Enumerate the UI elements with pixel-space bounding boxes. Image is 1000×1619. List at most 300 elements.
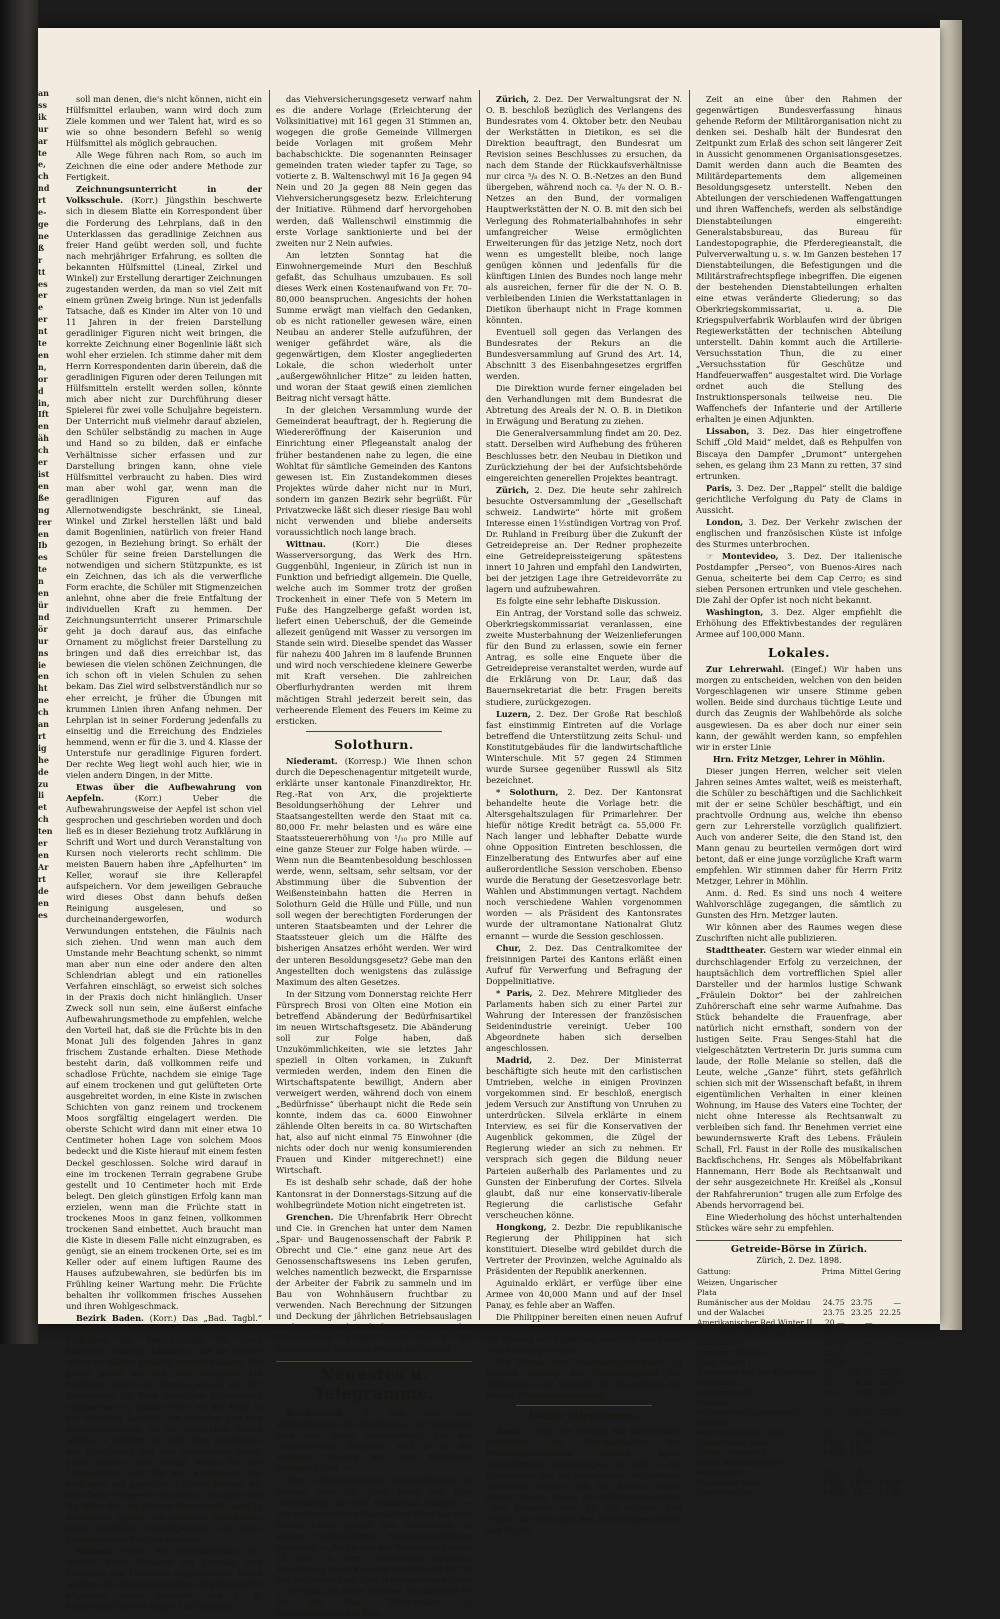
column-3 (486, 94, 683, 1535)
paragraph: Eventuell soll gegen das Verlangen des Bundesrates der Rekurs an die Bundesversammlung auf Grund des Art. 14, Abschnitt 3 des Eisenbahngesetzes ergriffen werden. (486, 326, 682, 382)
margin-fragment: ne (38, 230, 49, 241)
price-cell (874, 1458, 902, 1468)
article-heading: Hongkong, (496, 1221, 547, 1232)
column-header: Gering (874, 1266, 901, 1276)
margin-fragment: er (38, 314, 48, 325)
article-text: (Korr.) Das „Bad. Tagbl.“ schwingt zu der Großratswahl im Kreise Mellingen das Weihrauchfaß für einen liberalen Günstling Lehmann, daß die Wähler schon zu wählen genötigt werden müssen. Wir geben gerne zu, daß sein Ausgleich bei Mellingen einer sein Kreuze sowohl wie der Aristokratie im Rate manchem Schulbändel ausgesessen im Stande wäre, als der Kreis in der Mehrheit besteht: den Arbeiter- und den Kleinbauernstand, in die Schranken treten würde, so müßten wir doch dem Kandidaten der Hochfinanz und der Aristokratie kennt, nicht: dessen Herz schlägt weder für den Lohnarbeiter noch für den Kleinbauer. Für Mellingen auf geprüften Lehrern kennen wir den Herrn Fürsprech von nicht. Uebrigens hat Hr. Ißler, der mit Armern überschnitt, wohl in Ambrerach gerade bei letzteren Umständen, seine Kandidatur zurückgezogen, um einem Einheimischen Platz zu machen. (66, 1313, 262, 1545)
price-cell (846, 1458, 874, 1468)
article-heading: Zürich, (496, 484, 530, 495)
margin-fragment: en (38, 897, 49, 908)
article (696, 607, 902, 640)
article-text: 2. Dez. Der Verwaltungsrat der N. O. B. beschloß bezüglich des Verlangens des Bundesrates vom 4. Oktober betr. den Neubau der Werkstätten in Dietikon, es sei die Direktion beauftragt, den Bundesrat um Revision seines Beschlusses zu ersuchen, da nach dem Stande der Rückkaufsverhältnisse nur circa ⁵/₈ des N. O. B.-Netzes an den Bund übergeben, während noch ca. ³/₈ der N. O. B.-Netzes an den Bund, der vormaligen Hauptwerkstätten der N. O. B. mit den sich bei Verlegung des Rohmaterialbahnhofes in sehr umfangreicher Weise ermöglichten Erweiterungen für das jetzige Netz, noch dort wenn es umgestellt bleibe, noch lange genügen können und jedenfalls für die künftigen Linien des Bundes noch lange mehr als ausreichen, ferner für die der N. O. B. verbleibenden Linien die Werkstattanlagen in Dietikon überhaupt nicht in Frage kommen könnten. (486, 94, 682, 325)
article (696, 483, 902, 516)
article (486, 988, 682, 1054)
article-heading: Lissabon, (706, 426, 750, 437)
price-cell: — (865, 1347, 873, 1357)
price-cell: 18.50 (850, 1477, 873, 1487)
price-cell: 18.75 (822, 1487, 845, 1497)
price-cell: — (893, 1297, 901, 1307)
margin-fragment: e- (38, 207, 47, 218)
margin-fragment: ig (38, 742, 47, 753)
article (486, 485, 682, 595)
price-cell: 17.25 (822, 1437, 845, 1447)
table-header (696, 1266, 902, 1278)
table-row (696, 1378, 902, 1388)
price-cell: 24.25 (850, 1367, 873, 1377)
article-text: 3. Dez. Die Vorlage des Bundesrates betreffend die Reorganisation des Militärdepartements enthält keine eingreifenden Aenderungen. Sie will in der Hauptsache nur die bestehenden Verhältnisse gesetzlich ordnen und bei diesen Anlaße einige Fragen, die in der Militärorganisation offen gelassen sind, für die nächste Zeit regeln. Die Botschaft des Bundesrates betont, daß für die (486, 1425, 682, 1535)
price-cell: 20.— (824, 1317, 845, 1327)
grain-type-cell: Amerikanischer Kansas II (697, 1327, 797, 1337)
article-text: Die Uhrenfabrik Herr Obrecht und Cie. in Grenchen hat unter dem Namen „Spar- und Baugenossenschaft der Fabrik P. Obrecht und Cie.“ eine ganz neue Art des Genossenschaftswesens ins Leben gerufen, welches namentlich bezweckt, die Ersparnisse der Arbeiter der Fabrik zu sammeln und im Bau von Wohnhäusern fruchtbar zu verwenden. Nach Berechnung der Sitzungen und Deckung der jährlichen Betriebsauslagen wird vom Ueberschuß 30 % in den Reservefonds gelegt und 70 % als Gewinnanteil unter die Mitglieder verteilt. (276, 1211, 472, 1355)
table-row (696, 1478, 902, 1488)
article-text: 2. Dez. Der Große Rat beschloß fast einstimmig Eintreten auf die Vorlage betreffend die Unterstützung zeits Schul- und Konstitutgebäudes für die landwirtschaftliche Winterschule. Mit 57 gegen 24 Stimmen wurde Sursee gegenüber Russwil als Sitz bezeichnet. (486, 708, 682, 785)
margin-fragment: er (38, 290, 48, 301)
article-text: 2. Dez. Das Centralkomitee der freisinnigen Partei des Kantons erläßt einen Aufruf für Verwerfung und Befragung der Doppelinitiative. (486, 942, 682, 986)
price-cell: — (893, 1447, 901, 1457)
grain-type-cell: aus dem Asoff (697, 1387, 752, 1397)
article (276, 1408, 472, 1474)
price-cell: 23.50 (879, 1377, 901, 1387)
grain-type-cell: Manitoba I (697, 1337, 740, 1347)
table-row (696, 1428, 902, 1438)
article (276, 1212, 472, 1356)
article-text: (Korresp.) Wie Ihnen schon durch die Depeschenagentur mitgeteilt wurde, erklärte unser kantonale Finanzdirektor, Hr. Reg.-Rat von Arx, die projektierte Besoldungserhöhung der Lehrer und Staatsangestellten werde den Staat mit ca. 80,000 Fr. mehr belasten und es wäre eine Staatssteuererhöhung von ¹/₁₀ pro Mille auf eine ganze Steuer zur Folge haben würde. — Wenn nun die Beamtenbesoldung beschlossen werde, wenn, seltsam, sehr seltsam, vor der Abstimmung über die Subvention der Weißensteinbahn hatten die Herren in Solothurn Geld die Hülle und Fülle, und nun soll wegen der berechtigten Forderungen der unteren Staatsbeamten und der Lehrer die Staatssteuer gleich um die Hälfte des bisherigen Ansatzes erhöht werden. Wer wird der unteren Besoldungsgesetz? Gebe man den Angestellten doch wenigstens das zulässige Maximum des alten Gesetzes. (276, 755, 473, 987)
article-text: 3. Dez. Der „Rappel“ stellt die baldige gerichtliche Verfolgung du Paty de Clams in Aussicht. (696, 482, 902, 515)
page-edge (940, 20, 962, 1330)
margin-fragment: rer (38, 516, 52, 527)
grain-type-cell: Hard Duluth I (697, 1357, 751, 1367)
grain-type-cell: und der Walachei (697, 1307, 765, 1317)
margin-fragment: ist (38, 469, 50, 479)
article-heading: Bezirk Baden. (76, 1313, 144, 1324)
price-cell: 19.25 (822, 1477, 845, 1487)
margin-fragment: Ar (38, 861, 49, 872)
margin-fragment: te (38, 147, 47, 158)
margin-fragment: ß (38, 242, 45, 253)
margin-fragment: ie (38, 659, 47, 670)
paragraph: In der Sitzung vom Donnerstag reichte Herr Fürsprech Brosi von Olten eine Motion ein betreffend Abänderung der Bedürfnisartikel im neuen Wirtschaftsgesetz. Die Abänderung soll zur Folge haben, daß Unzukömmlichkeiten, wie sie letztes Jahr speziell in Olten vorkamen, in Zukunft vermieden werden, indem den Einen die Wirtschaftspatente bewilligt, Andern aber verweigert werden, während doch von einem „Bedürfnisse“ überhaupt nicht die Rede sein konnte, indem das ca. 6000 Einwohner zählende Olten bereits in ca. 80 Wirtschaften hat, also auf nicht einmal 75 Einwohner (die nichts oder doch nur wenig konsumierenden Frauen und Kinder mitgerechnet!) eine Wirtschaft. (276, 988, 472, 1176)
article-heading: Wittnau. (286, 538, 326, 549)
article-text: 3. Dez. Der Verkehr zwischen der englischen und französischen Küste ist infolge des Sturmes unterbrochen. (696, 516, 902, 549)
scan-background-right (962, 0, 1000, 1344)
price-cell: — (865, 1357, 873, 1367)
scan-background-left (0, 0, 38, 1344)
margin-fragment: nd (38, 183, 50, 194)
article-heading: Zur Lehrerwahl. (706, 664, 785, 675)
price-cell: 23.25 (850, 1307, 873, 1317)
price-cell (874, 1288, 902, 1298)
price-cell: 25.— (824, 1367, 845, 1377)
article (276, 756, 472, 988)
margin-fragment: er (38, 457, 48, 468)
candidate-name: Hrn. Fritz Metzger, Lehrer in Möhlin. (712, 753, 886, 764)
grain-type-cell: Russischer alter (697, 1477, 760, 1487)
paragraph: Dieser jungen Herren, welcher seit vielen Jahren seines Amtes waltet, weiß es meisterhaft, die Schüler zu beschäftigen und die Sachlichkeit mit der er seine Schüler beschäftigt, und ein prachtvolle Ordnung aus, welche ihn ebenso gern zur Lehrerstelle vorzüglich qualifiziert. Auch von anderer Seite, die den Stand ist, den Mann genau zu beurteilen vermögen dort wird betont, daß er eine junge vorzügliche Kraft warm empfehlen. Wir stimmen daher für Herrn Fritz Metzger, Lehrer in Möhlin. (696, 765, 902, 887)
table-row (696, 1358, 902, 1368)
margin-fragment: es (38, 552, 48, 563)
price-cell: 24.25 (850, 1387, 873, 1397)
margin-fragment: r (38, 254, 43, 265)
table-row (696, 1398, 902, 1408)
price-cell: 18.— (881, 1427, 901, 1437)
price-cell (818, 1458, 846, 1468)
paragraph: Ein Antrag, der Vorstand solle das schweiz. Oberkriegskommissariat veranlassen, eine zweite Musterbahnung der Weizenlieferungen für den Bund zu erlassen, sowie ein ferner Antrag, es solle eine Enquete über die Getreidepreise veranstaltet werden, wurde auf die Erklärung von Dr. Laur, daß das Bauernsekretariat die betr. Fragen bereits studiere, zurückgezogen. (486, 608, 682, 707)
margin-fragment: Ib (38, 540, 48, 551)
table-row (696, 1408, 902, 1418)
price-cell: 23.50 (879, 1367, 901, 1377)
margin-fragment: li (38, 790, 45, 801)
paragraph: Wir können aber des Raumes wegen diese Zuschriften nicht alle publizieren. (696, 922, 902, 944)
paragraph: In der gleichen Versammlung wurde der Gemeinderat beauftragt, der h. Regierung die Wiedereröffnung der Kaiserunion und Einrichtung einer Pflegeanstalt analog der früher bestandenen nahe zu legen, die eine Wohltat für sämtliche Gemeinden des Kantons gewesen ist. Ein Zustandekommen dieses Projektes würde daher nicht nur in Muri, sondern im ganzen Bezirk sehr begrüßt. Für Privatzwecke läßt sich dieser riesige Bau wohl nicht verwenden und bliebe anderseits voraussichtlich noch lange brach. (276, 405, 472, 537)
price-cell (874, 1398, 902, 1408)
article-heading: Madrid, (496, 1055, 533, 1066)
margin-fragment: äh (38, 433, 49, 444)
price-cell: — (893, 1357, 901, 1367)
margin-fragment: n (38, 576, 44, 587)
margin-fragment: es (38, 278, 48, 289)
price-cell: 17.50 (879, 1487, 901, 1497)
paragraph: Am letzten Sonntag hat die Einwohnergemeinde Muri den Beschluß gefaßt, das Schulhaus umzubauen. Es soll dieses Werk einen Kostenaufwand von Fr. 70–80,000 beanspruchen. Angesichts der hohen Summe erwägt man vielfach den Gedanken, ob es nicht rationeller gewesen wäre, einen Neubau an anderer Stelle aufzuführen, der weniger gefährdet wäre, als die gegenwärtigen, dem Kloster angegliederten Lokale, die schon wiederholt unter „außergewöhnlicher Hitze“ zu leiden hatten, und woran der Staat gewiß einen ziemlichen Beitrag nicht versagt hätte. (276, 249, 472, 404)
margin-fragment: ar (38, 135, 48, 146)
table-row (696, 1328, 902, 1338)
margin-fragment: e, (38, 159, 46, 170)
article-heading: Stadttheater. (706, 945, 767, 956)
article-text: (Korr.) Wie vorauszusehen war, wurden beide Vorlagen am Sonntag vom Souverän des Freiamtes angenommen. Dabei wurden die allerbedeutendsten Ergebnisse für allgemein höher gemacht, wie z. B. Sarmenstorf mit 76 gegen 122 Stimmen (66, 1546, 262, 1612)
table-row (696, 1458, 902, 1468)
grain-type-cell: Bessarabia (697, 1377, 740, 1387)
margin-fragment: ür (38, 599, 49, 610)
table-row (696, 1318, 902, 1328)
margin-fragment: in, (38, 397, 50, 408)
margin-fragment: ng (38, 504, 50, 515)
price-cell: 25.— (824, 1387, 845, 1397)
article (486, 943, 682, 987)
article-heading: Luzern, (496, 708, 531, 719)
margin-fragment: ge (38, 218, 49, 229)
price-cell: 25.— (824, 1407, 845, 1417)
price-cell: — (865, 1317, 873, 1327)
margin-fragment: ch (38, 171, 49, 182)
article (486, 94, 682, 326)
table-row (696, 1418, 902, 1428)
article (696, 551, 902, 606)
table-row (696, 1468, 902, 1478)
margin-fragment: Ift (38, 409, 49, 420)
margin-fragment: nd (38, 611, 50, 622)
table-row (696, 1278, 902, 1288)
article (486, 709, 682, 786)
article-heading: Zürich, (496, 94, 530, 104)
margin-fragment: te (38, 564, 47, 575)
margin-fragment: ss (38, 99, 48, 110)
price-cell: 19.— (852, 1427, 873, 1437)
margin-fragment: an (38, 88, 49, 98)
article (696, 517, 902, 550)
margin-fragment: en (38, 349, 49, 360)
margin-fragment: zu (38, 778, 49, 789)
article-text: 2. Dezbr. Die republikanische Regierung der Philippinen hat sich konstituiert. Dieselbe wird gebildet durch die Vertreter der Provinzen, welche Aguinaldo als Präsidenten der Republik anerkennen. (486, 1221, 683, 1276)
price-cell (846, 1278, 874, 1288)
table-row (696, 1388, 902, 1398)
newspaper-page (38, 28, 940, 1619)
grain-type-cell: Deutscher, neu (697, 1487, 755, 1497)
article-text: Gestern war wieder einmal ein durchschlagender Erfolg zu verzeichnen, der hauptsächlich dem vortrefflichen Spiel aller Darsteller und der harmlos lustige Schwank „Fräulein Doktor“ bei der zahlreichen Zuhörerschaft eine sehr warme Aufnahme. Das Stück behandelte die Frauenfrage, aber natürlich nicht ernsthaft, sondern von der lustigen Seite. Frau Senges-Stahl hat die vielgeschätzten Vertreterin Dr. juris summa cum laude, der Rolle Melanie so stellen, daß die Leute, welche „Ganze“ führt, stets gefährlich schien sich mit der Wissenschaft befaßt, in ihrem eigentümlichen Verhalten in einer kleinen Wohnung, im Hause des Vaters eine Tochter, der nicht ohne Interesse als Rechtsanwalt zu verbleiben sich fand. Ihr Benehmen verriet eine bewundernswerte Kraft des Lebens. Fräulein Schall, Frl. Faust in der Rolle des musikalischen Backfischchens, Hr. Senges als Möbelfabrikant Hannemann, Herr Bode als Rechtsanwalt und der sehr ausgezeichnete Hr. Kreißel als „Konsul der Rahfahrerunion“ trugen alle zum Erfolge des Abends hervorragend bei. (696, 945, 902, 1210)
column-rule (479, 90, 480, 1320)
margin-fragment: er (38, 838, 48, 849)
column-header: Gattung: (697, 1266, 731, 1276)
article-heading: Niederamt. (286, 755, 338, 766)
price-cell: — (893, 1467, 901, 1477)
margin-fragment: or (38, 373, 48, 384)
price-cell: 20.50 (822, 1327, 845, 1337)
table-row (696, 1448, 902, 1458)
margin-fragment: en (38, 588, 49, 599)
paragraph: soll man denen, die's nicht können, nicht ein Hülfsmittel erlauben, wann wird doch zum Ziele kommen und wer Talent hat, wird es so wie so ohne besondern Befehl so wenig Hülfsmittel als möglich gebrauchen. (66, 94, 262, 149)
price-cell (818, 1288, 846, 1298)
price-cell: 23.50 (879, 1387, 901, 1397)
margin-fragment: rt (38, 873, 46, 884)
price-cell (874, 1318, 902, 1328)
margin-fragment: en (38, 671, 49, 682)
price-cell: — (865, 1327, 873, 1337)
margin-fragment: en (38, 528, 49, 539)
margin-fragment: he (38, 754, 49, 765)
price-cell: 17.50 (879, 1477, 901, 1487)
column-2 (276, 94, 473, 1619)
article-text: 2. Dez. Der Kantonsrat behandelte heute die Vorlage betr. die Altersgehaltszulagen für Primarlehrer. Der hiefür nötige Kredit beträgt ca. 55,000 Fr. Nach langer und lebhafter Debatte wurde ohne Opposition Eintreten beschlossen, die Einzelberatung des Entwurfes aber auf eine außerordentliche Session verschoben. Ebenso wurde die Beratung der Gesetzesvorlage betr. Wahlen und Abstimmungen vertagt. Nachdem noch verschiedene Wahlen vorgenommen worden — als Präsident des Kantonsrates wurde der ultramontane Nationalrat Glutz ernannt — wurde die Session geschlossen. (486, 786, 682, 941)
price-cell: 24.25 (850, 1377, 873, 1387)
paragraph: Es folgte eine sehr lebhafte Diskussion. (496, 596, 661, 607)
price-cell: — (837, 1417, 845, 1427)
article (696, 945, 902, 1210)
margin-fragment: ch (38, 445, 49, 456)
paragraph: Alle Wege führen nach Rom, so auch im Zeichnen die eine oder andere Methode zur Fertigkeit. (66, 150, 262, 183)
grain-type-cell: Saxonka (697, 1397, 730, 1407)
grain-type-cell: Inländischer (Landweizen) (697, 1407, 800, 1417)
grain-type-cell: Böhmischer (697, 1467, 743, 1477)
table-row (696, 1368, 902, 1378)
margin-fragment: de (38, 766, 49, 777)
margin-fragment: ten (38, 826, 53, 837)
price-cell: — (865, 1337, 873, 1347)
paragraph: Es ist deshalb sehr schade, daß der hohe Kantonsrat in der Donnerstags-Sitzung auf die wohlbegründete Motion nicht eingetreten ist. (276, 1177, 472, 1210)
table-row (696, 1438, 902, 1448)
article-heading: Etwas über die Aufbewahrung von Aepfeln. (66, 781, 262, 803)
table-row (696, 1348, 902, 1358)
price-cell: — (893, 1347, 901, 1357)
article (486, 1426, 682, 1536)
grain-type-cell: Northern Duluth I (697, 1347, 767, 1357)
paragraph: Zum schweizerischen Generalkonsul in Brüssel wird Hr. Jules Borel von Bôle (Neuenburg), zur Zeit Vizekonsul, ernannt. — Der schweizerische Gesandte in Wien hat dem Kaiser Franz Joseph von Oesterreich zu seinem fünfzigjährigen Regierungsjubiläum gratuliert. — An die aus der Bundesstadt unter 25 Dez. in Bern verlassenen Beamten, Bewilligung eines Kredites von 395,000 Fr. für den Bau eines Post- und Telegraphengebäudes in Herisau und eines Kredites von 495,000 Fr. für ein Post-, Telegraphen- u. Telephongebäude in Zug. (276, 1475, 472, 1619)
article-text: (Korr.) Die dieses Wasserversorgung, das Werk des Hrn. Guggenbühl, Ingenieur, in Zürich ist nun in Funktion und befriedigt allgemein. Die Quelle, welche auch im Sommer trotz der großen Trockenheit in einer Tiefe von 5 Metern im Fuße des Hangzelberge gefaßt worden ist, liefert einen Ueberschuß, der die Gemeinde allezeit genügend mit Wasser zu versorgen im Stande sein wird. Dieselbe spendet das Wasser für nahezu 400 Jahren im 8 laufende Brunnen und wird noch verschiedene kleinere Gewerbe mit Kraft versehen. Die zahlreichen Oberflurhydranten werden mit ihrem mächtigen Strahl jederzeit bereit sein, das verheerende Element des Feuers im Keime zu ersticken. (276, 538, 472, 726)
section-heading-solothurn: Solothurn. (334, 736, 414, 752)
article-text: 3. Dez. Der italienische Postdampfer „Perseo“, von Buenos-Aires nach Genua, scheiterte bei dem Cap Cerro; es sind sieben Personen ertrunken und viele geschehen. Die Zahl der Opfer ist noch nicht bekannt. (696, 550, 902, 606)
article (66, 1546, 262, 1612)
grain-type-cell: Mais, Cinquantin, altes (697, 1427, 787, 1437)
paragraph: Anm. d. Red. Es sind uns noch 4 weitere Wahlvorschläge zugegangen, die sämtlich zu Gunsten des Hrn. Metzger lauten. (696, 888, 902, 921)
article (276, 539, 472, 727)
price-cell: 24.25 (850, 1407, 873, 1417)
article-text: 2. Dez. Die heute sehr zahlreich besuchte Ostversammlung der „Gesellschaft schweiz. Landwirte“ hörte mit großem Interesse einen 1½stündigen Vortrag von Prof. Dr. Ruhland in Freiburg über die Zukunft der Getreidepreise an. Der Redner prophezeite eine Getreidepreissteigerung spätestens innert 10 Jahren und empfahl den Landwirten, bei der jetzigen Lage ihre Getreidevorräte zu lagern und aufzubewahren. (486, 484, 682, 595)
grain-type-cell: Roggen (697, 1417, 727, 1427)
divider (516, 1405, 652, 1406)
price-cell (818, 1398, 846, 1408)
grain-type-cell: Plata (697, 1287, 717, 1297)
article (66, 1313, 262, 1545)
price-cell (874, 1278, 902, 1288)
margin-fragment: e (38, 302, 44, 313)
price-cell: — (893, 1327, 901, 1337)
grain-type-cell: Amerikanischer Red Winter II (697, 1317, 813, 1327)
article-text: 2. Dez. Aus den Verhandlungen des Bundesrats. Der Bundesrat wird sich heute ausschließlich mit der Gesamtvorlage befassen, weil er in der heutigen Sitzung nur vier Mitglieder anwesend sind. — (276, 1408, 472, 1474)
article-text: (Eingef.) Wir haben uns morgen zu entscheiden, welchen von den beiden Vorgeschlagenen wir unsere Stimme geben wollen. Beide sind durchaus tüchtige Leute und durch das Zeugnis der Wahlbehörde als solche ausgewiesen. Da es aber doch nur einer sein kann, der gewählt werden kann, so empfehlen wir in erster Linie (696, 664, 902, 752)
pointing-hand-icon: ☞ (706, 550, 714, 561)
margin-fragment: ch (38, 814, 49, 825)
price-cell (846, 1288, 874, 1298)
article-heading: Paris, (706, 482, 733, 493)
price-cell: 21.50 (822, 1347, 845, 1357)
table-row (696, 1338, 902, 1348)
article (486, 1055, 682, 1221)
price-cell: 20.— (824, 1427, 845, 1437)
article-heading: Bern, (496, 1425, 522, 1436)
margin-fragment: n, (38, 361, 47, 372)
section-heading-telegrams: Neuestes u. Telegramme. (276, 1361, 472, 1403)
price-cell: 18.— (852, 1467, 873, 1477)
paragraph: Aguinaldo erklärt, er verfüge über eine Armee von 40,000 Mann und auf der Insel Panay, es fehle aber an Waffen. (486, 1277, 682, 1311)
price-cell: 23.75 (822, 1307, 845, 1317)
article-heading: Montevideo, (721, 550, 779, 561)
paragraph: Die Generalversammlung findet am 20. Dez. statt. Derselben wird Aufhebung des früheren Beschlusses betr. den Neubau in Dietikon und Zurückziehung der bei der Aufsichtsbehörde eingereichten generellen Projektes beantragt. (486, 428, 682, 483)
section-heading-lokales: Lokales. (768, 645, 830, 661)
table-row (696, 1488, 902, 1498)
margin-fragment: nt (38, 326, 48, 337)
margin-fragment: es (38, 909, 48, 920)
article-text: 3. Dez. Das hier eingetroffene Schiff „Old Maid“ meldet, daß es Rehpulfen von Biscaya den Dampfer „Drumont“ untergehen sehen, es gelang ihm 23 Mann zu retten, 37 sind ertrunken. (696, 426, 902, 481)
column-header: Prima (821, 1266, 845, 1276)
article-text: 2. Dez. Mehrere Mitglieder des Parlaments haben sich zu einer Partei zur Wahrung der Interessen der französischen Seidenindustrie vereinigt. Ueber 100 Abgeordnete haben sich derselben angeschlossen. (486, 987, 682, 1053)
grain-type-cell: Weizen, Ungarischer (697, 1277, 778, 1287)
paragraph: Zeit an eine über den Rahmen der gegenwärtigen Bundesverfassung hinaus gehende Reform der Militärorganisation nicht zu denken sei. Deshalb hält der Bundesrat den Zeitpunkt zum Erlaß des schon seit längerer Zeit in Aussicht genommenen Organisationsgesetzes. Damit werden dann auch die Beamten des Militärdepartements dem allgemeinen Besoldungsgesetz unterstellt. Neben den Abteilungen der verschiedenen Waffengattungen und ihren Waffenchefs, werden als selbständige Dienstabteilungen eingereiht: Generalstabsbureau, das Bureau für Landestopographie, die Pferderegieanstalt, die Pulververwaltung u. s. w. Im Ganzen bestehen 17 Dienstabteilungen, die Befestigungen und die Militärstrafrechtspflege inbegriffen. Die eigenen der bestehenden Dienstabteilungen erhalten eine etwas veränderte Gliederung; so das Oberkriegskommissariat, u. a. Die Kriegspulverfabrik Worblaufen wird der übrigen Regiewerkstätten der technischen Abteilung unterstellt. Dahin kommt auch die Artillerie-Versuchsstation Thun, die zu einer „Versuchsstation für Geschütze und Handfeuerwaffen“ ausgestaltet wird. Die Vorlage ordnet auch die Stellung des Instruktionspersonals teilweise neu. Die Waffenchefs der Infanterie und der Artillerie erhalten je einen Adjunkten. (696, 94, 902, 425)
margin-fragment: tt (38, 266, 46, 277)
margin-fragment: ht (38, 683, 48, 694)
price-cell: 23.50 (879, 1407, 901, 1417)
margin-fragment: ik (38, 111, 47, 122)
paragraph: Eine Wiederholung des höchst unterhaltenden Stückes wäre sehr zu empfehlen. (696, 1211, 902, 1233)
table-row (696, 1298, 902, 1308)
column-rule (689, 90, 690, 1320)
grain-type-cell: Rumänischer aus der Moldau (697, 1297, 811, 1307)
price-cell: — (893, 1337, 901, 1347)
column-header: Mittel (849, 1266, 873, 1276)
grain-exchange-title: Getreide-Börse in Zürich. (730, 1243, 868, 1255)
divider (306, 731, 442, 732)
grain-exchange-date: Zürich, 2. Dez. 1898. (756, 1255, 842, 1265)
grain-exchange-table (696, 1240, 902, 1498)
article-text: (Korr.) Jüngsthin beschwerte sich in diesem Blatte ein Korrespondent über die Forderung des Lehrplans, daß in den Unterklassen das geradlinige Zeichnen aus freier Hand geübt werden soll, und fuchte nach mehrjähriger Erfahrung, es sollten die bekannten Hülfsmittel (Lineal, Zirkel und Winkel) zur Erstellung derartiger Zeichnungen zugestanden werden, da man so viel Zeit mit einem grünen Zweig bringe. Nun ist jedenfalls Tatsache, daß es Kinder im Alter von 10 und 11 Jahren in der freien Darstellung geradliniger Figuren nicht weit bringen, die korrekte Zeichnung einer Bogenlinie läßt sich wohl eher erzielen. Ich stimme daher mit dem Herrn Korrespondenten darin überein, daß die geradlinigen Figuren oder deren Teilungen mit Hülfsmitteln erstellt werden sollen, könnte mich aber nicht zur Durchführung dieser Spielerei für zwei volle Schuljahre begeistern. Der Unterricht muß vielmehr darauf abzielen, den Schüler selbständig zu machen in Auge und Hand so zu bilden, daß er einfache Verhältnisse sicher erfassen und zur Darstellung bringen kann, ohne viele Hülfsmittel verbraucht zu haben. Dies wird man aber wohl gar, wenn man die geradlinigen Figuren auf das Allernotwendigste beschränkt, sie Lineal, Winkel und Zirkel herstellen läßt und bald damit Bogenlinien, natürlich von freier Hand gezogen, in Beziehung bringt. So erhält der Schüler für seine freien Darstellungen die notwendigen und sichern Stützpunkte, es ist ein Zeichnen, das ich als die verwerfliche Form erachte, die Schüler mit Stigmenzeichen anlehnt, ohne aber die freie Entfaltung der individuellen Kraft zu hemmen. Der Zeichnungsunterricht unserer Primarschule geht ja doch darauf aus, das einfache Ornament zu möglichst freier Darstellung zu bringen und daß dies erreichbar ist, das bewiesen die vielen schönen Zeichnungen, die ich schon oft in vielen Schulen zu sehen bekam. Das Ziel wird selbstverständlich nur so eher erreicht, je früher die Übungen mit krummen Linien ihren Anfang nehmen. Der Lehrplan ist in seiner Forderung jedenfalls zu einseitig und die Erreichung des Endzieles hemmend, wenn er für die 3. und 4. Klasse der Unterstufe nur geradlinige Figuren fordert. Der rechte Weg liegt wohl auch hier, wie in vielen andern Dingen, in der Mitte. (66, 195, 263, 780)
price-cell (846, 1398, 874, 1408)
grain-type-cell: Russischer aus der Krim neuer (697, 1367, 817, 1377)
price-cell: — (865, 1417, 873, 1427)
margin-fragment: de (38, 885, 49, 896)
article-heading: Bundesstadt, (286, 1408, 347, 1419)
article (66, 782, 262, 1312)
margin-fragment: ne (38, 695, 49, 706)
margin-fragment: en (38, 421, 49, 432)
price-cell: 22.50 (822, 1357, 845, 1367)
table-row (696, 1308, 902, 1318)
table-row (696, 1288, 902, 1298)
article-heading: Zeichnungsunterricht in der Volksschule. (66, 184, 262, 206)
price-cell: 24.75 (822, 1297, 845, 1307)
price-cell: — (893, 1417, 901, 1427)
margin-fragment: te (38, 338, 47, 349)
grain-type-cell: Ungarischer, altes (697, 1437, 768, 1447)
article-heading: Chur, (496, 942, 521, 953)
section-heading-last-telegrams: Letzte Telegramme. (528, 1411, 640, 1423)
paragraph: das Viehversicherungsgesetz verwarf nahm es die andere Vorlage (Erleichterung der Volksinitiative) mit 161 gegen 31 Stimmen an, wogegen die große Gemeinde Villmergen beide Vorlagen mit großem Mehr bachabschickte. Die sogenannten Reinsager gemeinden traten wieder tapfer zu Tage, so votierte z. B. Waltenschwyl mit 16 Ja gegen 94 Nein und 20 Ja gegen 88 Nein gegen das Viehversicherungsgesetz bezw. Erleichterung der Initiative. Rühmend darf hervorgehoben werden, daß Wallenschwil einstimmig die erste Vorlage sanktionierte und bei der zweiten nur 2 Nein aufwies. (276, 94, 472, 248)
price-cell: 19.— (824, 1467, 845, 1477)
article-heading: Washington, (706, 607, 764, 618)
margin-fragment: rt (38, 730, 46, 741)
paragraph: Die Philippiner bereiten einen neuen Aufruf an die Vereinigten Staaten vor, in welchem sie die Bildung der Regierung anzeigen und deren Anerkennung fordern. (486, 1312, 682, 1356)
paragraph: Die Direktion wurde ferner eingeladen bei den Verhandlungen mit dem Bundesrat die Abtretung des Areals der N. O. B. in Dietikon in Erwägung und Beratung zu ziehen. (486, 383, 682, 427)
margin-fragment: ur (38, 123, 49, 134)
article-heading: * Solothurn, (496, 786, 559, 797)
price-cell: 25.— (824, 1377, 845, 1387)
price-cell: 18.— (852, 1487, 873, 1497)
grain-type-cell: Hafer, Amerikanischer (697, 1457, 784, 1467)
margin-fragment: ße (38, 492, 50, 503)
grain-type-cell: Gerste, Brausorte (697, 1447, 766, 1457)
column-4 (696, 94, 902, 1497)
article (696, 426, 902, 481)
article (696, 664, 902, 752)
margin-fragment: rt (38, 195, 46, 206)
margin-fragment: ur (38, 635, 49, 646)
margin-fragment: ns (38, 647, 49, 658)
article (486, 1222, 682, 1277)
article-text: 3. Dez. Alger empfiehlt die Erhöhung des Effektivbestandes der regulären Armee auf 100,000 Mann. (696, 607, 902, 640)
margin-fragment: ch (38, 707, 49, 718)
price-cell: — (893, 1437, 901, 1447)
margin-fragment: an (38, 719, 49, 730)
price-cell: 14.75 (822, 1447, 845, 1457)
article-text: (Korr.) Ueber die Aufbewahrungsweise der Aepfel ist schon viel gesprochen und geschrieben worden und doch ließ es in dieser Beziehung trotz Aufklärung in Schrift und Wort und durch Veranstaltung von Kursen noch vielerorts recht schlimm. Die meisten Bauern haben ihre „Apfelhurten“ im Keller, worauf sie ihre Kellerapfel aufspeichern. Vor dem jeweiligen Gebrauche wird dieses Obst dann behufs deßen Reinigung ausgelesen, und so durcheinandergeworfen, wodurch Verwundungen entstehen, die Fäulnis nach sich ziehen. Und wenn man auch dem Umstande mehr Beachtung schenkt, so nimmt man aber nun eine oder andere den alten Schlendrian ablegt und ein rationelles Verfahren einschlägt, so erweist sich solches in der Praxis doch nicht hinlänglich. Unser Zweck soll nun sein, eine äußerst einfache Aufbewahrungsmethode zu empfehlen, welche den Vorteil hat, daß sie die Früchte bis in den Monat Juli des folgenden Jahres in ganz frischem Zustande erhalten. Diese Methode besteht darin, daß vollkommen reife und schadlose Früchte, nachdem sie einige Tage auf einem trockenen und gut gelüfteten Orte ausgebreitet worden, in eine Kiste in zwischen Schichten von ganz reinem und trockenem Moos sorgfältig eingelagert werden. Die oberste Schicht wird dann mit einer etwa 10 Centimeter hohen Lage von solchem Moos bedeckt und die Kiste hierauf mit einem festen Deckel geschlossen. Solche wird darauf in eine im trockenen Terrain gegrabene Grube gestellt und 10 Centimeter hoch mit Erde belegt. Den gleich günstigen Erfolg kann man erzielen, wenn man die Früchte statt in trockenes Moos in ganz feinen, vollkommen trockenen Sand einbettet. Auch braucht man die Kiste in diesem Falle nicht einzugraben, es genügt, sie an einem trockenen Orte, sei es im Keller oder auf einem luftigen Raume des Hauses aufzubewahren, sie bedürfen bis im Frühling keiner Wartung mehr. Die Früchte behalten ihr vollkommen frisches Aussehen und ihren Wohlgeschmack. (66, 792, 262, 1312)
margin-fragment: en (38, 480, 49, 491)
article-heading: Grenchen. (286, 1211, 334, 1222)
price-cell (818, 1278, 846, 1288)
price-cell: 22.25 (879, 1307, 901, 1317)
paragraph: Die Presse der Unabhängigkeitspartei in Manilla verlangt die Unabhängigkeit der Philippinen und verwirft die Beschlüsse der Pariser Friedenskommission. (486, 1357, 682, 1401)
margin-fragment: d (38, 385, 44, 396)
previous-page-margin (38, 88, 60, 1318)
article-text: 2. Dez. Der Ministerrat beschäftigte sich heute mit den carlistischen Umtrieben, welche in einigen Provinzen vorgekommen sind. Er beschloß, energisch jedem Versuch zur Anstiftung von Unruhen zu unterdrücken. Silvela erklärte in einem Interview, es sei für die Konservativen der Augenblick gekommen, die Zügel der Regierung wieder an sich zu nehmen. Er versprach sich gegen die Bildung neuer Parteien außerhalb des Parlamentes und zu Gunsten der Einberufung der Cortes. Silvela glaubt, daß nur eine konservativ-liberale Regierung die carlistische Gefahr verscheuchen könne. (486, 1055, 683, 1220)
column-1 (66, 94, 263, 1612)
article-heading: * Paris, (496, 987, 533, 998)
margin-fragment: et (38, 802, 47, 813)
margin-fragment: en (38, 850, 49, 860)
article (66, 184, 262, 781)
price-cell: 14.50 (850, 1447, 873, 1457)
column-rule (269, 90, 270, 1320)
price-cell: 16.75 (850, 1437, 873, 1447)
article-heading: London, (706, 516, 744, 527)
margin-fragment: ör (38, 623, 48, 634)
article-heading: Freiamt. (76, 1546, 115, 1557)
price-cell: 21.75 (822, 1337, 845, 1347)
article (486, 787, 682, 942)
